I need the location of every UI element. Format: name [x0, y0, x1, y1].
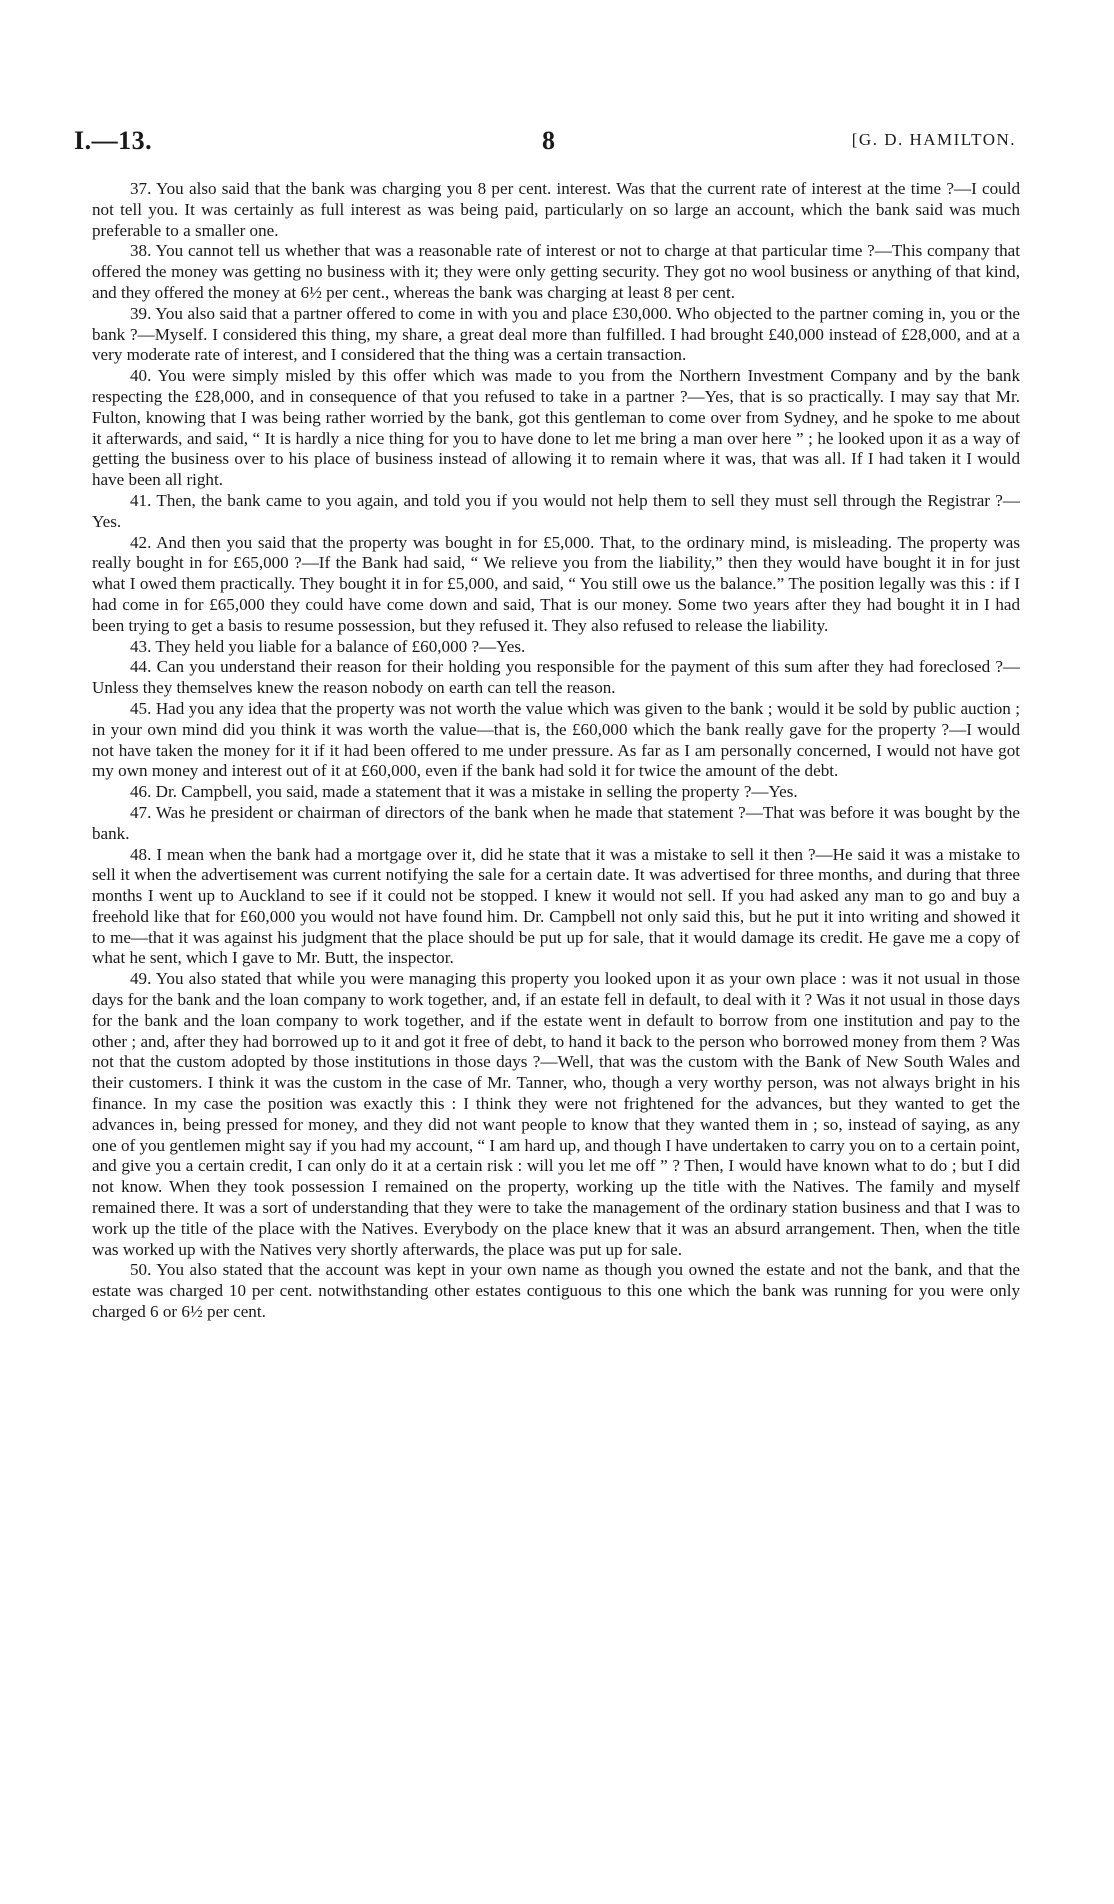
paragraph-50: 50. You also stated that the account was kept in your own name as though you owned the estate and not the bank, and that the estate was charged 10 per cent. notwithstanding other estates contiguous to this one which the bank was running for you were only charged 6 or 6½ per cent.: [92, 1260, 1020, 1322]
document-reference: I.—13.: [74, 126, 153, 155]
paragraph-49: 49. You also stated that while you were managing this property you looked upon it as your own place : was it not usual in those days for the bank and the loan company to work together, and, if an estate fell in default, to deal with it ? Was it not usual in those days for the bank and the loan company to work together, and if the estate went in default to borrow from one institution and pay to the other ; and, after they had borrowed up to it and got it free of debt, to hand it back to the person who borrowed money from them ? Was not that the custom adopted by those institutions in those days ?—Well, that was the custom with the Bank of New South Wales and their customers. I think it was the custom in the case of Mr. Tanner, who, though a very worthy person, was not always bright in his finance. In my case the position was exactly this : I think they were not frightened for the advances, but they wanted to get the advances in, being pressed for money, and they did not want people to know that they wanted them in ; so, instead of saying, as any one of you gentlemen might say if you had my account, “ I am hard up, and though I have undertaken to carry you on to a certain point, and give you a certain credit, I can only do it at a certain risk : will you let me off ” ? Then, I would have known what to do ; but I did not know. When they took possession I remained on the property, working up the title with the Natives. The family and myself remained there. It was a sort of understanding that they were to take the management of the ordinary station business and that I was to work up the title of the place with the Natives. Everybody on the place knew that it was an absurd arrangement. Then, when the title was worked up with the Natives very shortly afterwards, the place was put up for sale.: [92, 969, 1021, 1259]
paragraph-44: 44. Can you understand their reason for their holding you responsible for the payment of this sum after they had foreclosed ?—Unless they themselves knew the reason nobody on earth can tell the reason.: [92, 657, 1020, 698]
paragraph-38: 38. You cannot tell us whether that was a reasonable rate of interest or not to charge at that particular time ?—This company that offered the money was getting no business with it; they were only getting security. They got no wool business or anything of that kind, and they offered the money at 6½ per cent., whereas the bank was charging at least 8 per cent.: [92, 241, 1020, 302]
paragraph-43: 43. They held you liable for a balance of £60,000 ?—Yes.: [130, 636, 526, 656]
paragraph-37: 37. You also said that the bank was charging you 8 per cent. interest. Was that the current rate of interest at the time ?—I could not tell you. It was certainly as full interest as was being paid, particularly on so large an account, which the bank said was much preferable to a smaller one.: [92, 179, 1020, 240]
page-header: [74, 126, 1022, 160]
paragraph-39: 39. You also said that a partner offered to come in with you and place £30,000. Who objected to the partner coming in, you or the bank ?—Myself. I considered this thing, my share, a great deal more than fulfilled. I had brought £40,000 instead of £28,000, and at a very moderate rate of interest, and I considered that the thing was a certain transaction.: [92, 303, 1020, 365]
paragraph-40: 40. You were simply misled by this offer which was made to you from the Northern Investment Company and by the bank respecting the £28,000, and in consequence of that you refused to take in a partner ?—Yes, that is so practically. I may say that Mr. Fulton, knowing that I was being rather worried by the bank, got this gentleman to come over from Sydney, and he spoke to me about it afterwards, and said, “ It is hardly a nice thing for you to have done to let me bring a man over here ” ; he looked upon it as a way of getting the business over to his place of business instead of allowing it to remain where it was, that was all. If I had taken it I would have been all right.: [92, 366, 1020, 490]
paragraph-47: 47. Was he president or chairman of directors of the bank when he made that statement ?—That was before it was bought by the bank.: [92, 802, 1020, 843]
witness-name: [G. D. HAMILTON.: [851, 130, 1016, 149]
paragraph-41: 41. Then, the bank came to you again, and told you if you would not help them to sell they must sell through the Registrar ?—Yes.: [92, 490, 1020, 531]
paragraph-45: 45. Had you any idea that the property was not worth the value which was given to the bank ; would it be sold by public auction ; in your own mind did you think it was worth the value—that is, the £60,000 which the bank really gave for the property ?—I would not have taken the money for it if it had been offered to me under pressure. As far as I am personally concerned, I would not have got my own money and interest out of it at £60,000, even if the bank had sold it for twice the amount of the debt.: [92, 698, 1020, 781]
paragraph-46: 46. Dr. Campbell, you said, made a statement that it was a mistake in selling the property ?—Yes.: [130, 782, 798, 802]
page-number: 8: [542, 126, 555, 155]
paragraph-48: 48. I mean when the bank had a mortgage over it, did he state that it was a mistake to sell it then ?—He said it was a mistake to sell it when the advertisement was current notifying the sale for a certain date. It was advertised for three months, and during that three months I went up to Auckland to see if it could not be stopped. I knew it would not sell. If you had asked any man to go and buy a freehold like that for £60,000 you would not have found him. Dr. Campbell not only said this, but he put it into writing and showed it to me—that it was against his judgment that the place should be put up for sale, that it would damage its credit. He gave me a copy of what he sent, which I gave to Mr. Butt, the inspector.: [92, 844, 1020, 968]
document-body: [92, 179, 1020, 1323]
paragraph-42: 42. And then you said that the property was bought in for £5,000. That, to the ordinary mind, is misleading. The property was really bought in for £65,000 ?—If the Bank had said, “ We relieve you from the liability,” then they would have bought it in for just what I owed them practically. They bought it in for £5,000, and said, “ You still owe us the balance.” The position legally was this : if I had come in for £65,000 they could have come down and said, That is our money. Some two years after they had bought it in I had been trying to get a basis to resume possession, but they refused it. They also refused to release the liability.: [92, 532, 1020, 635]
